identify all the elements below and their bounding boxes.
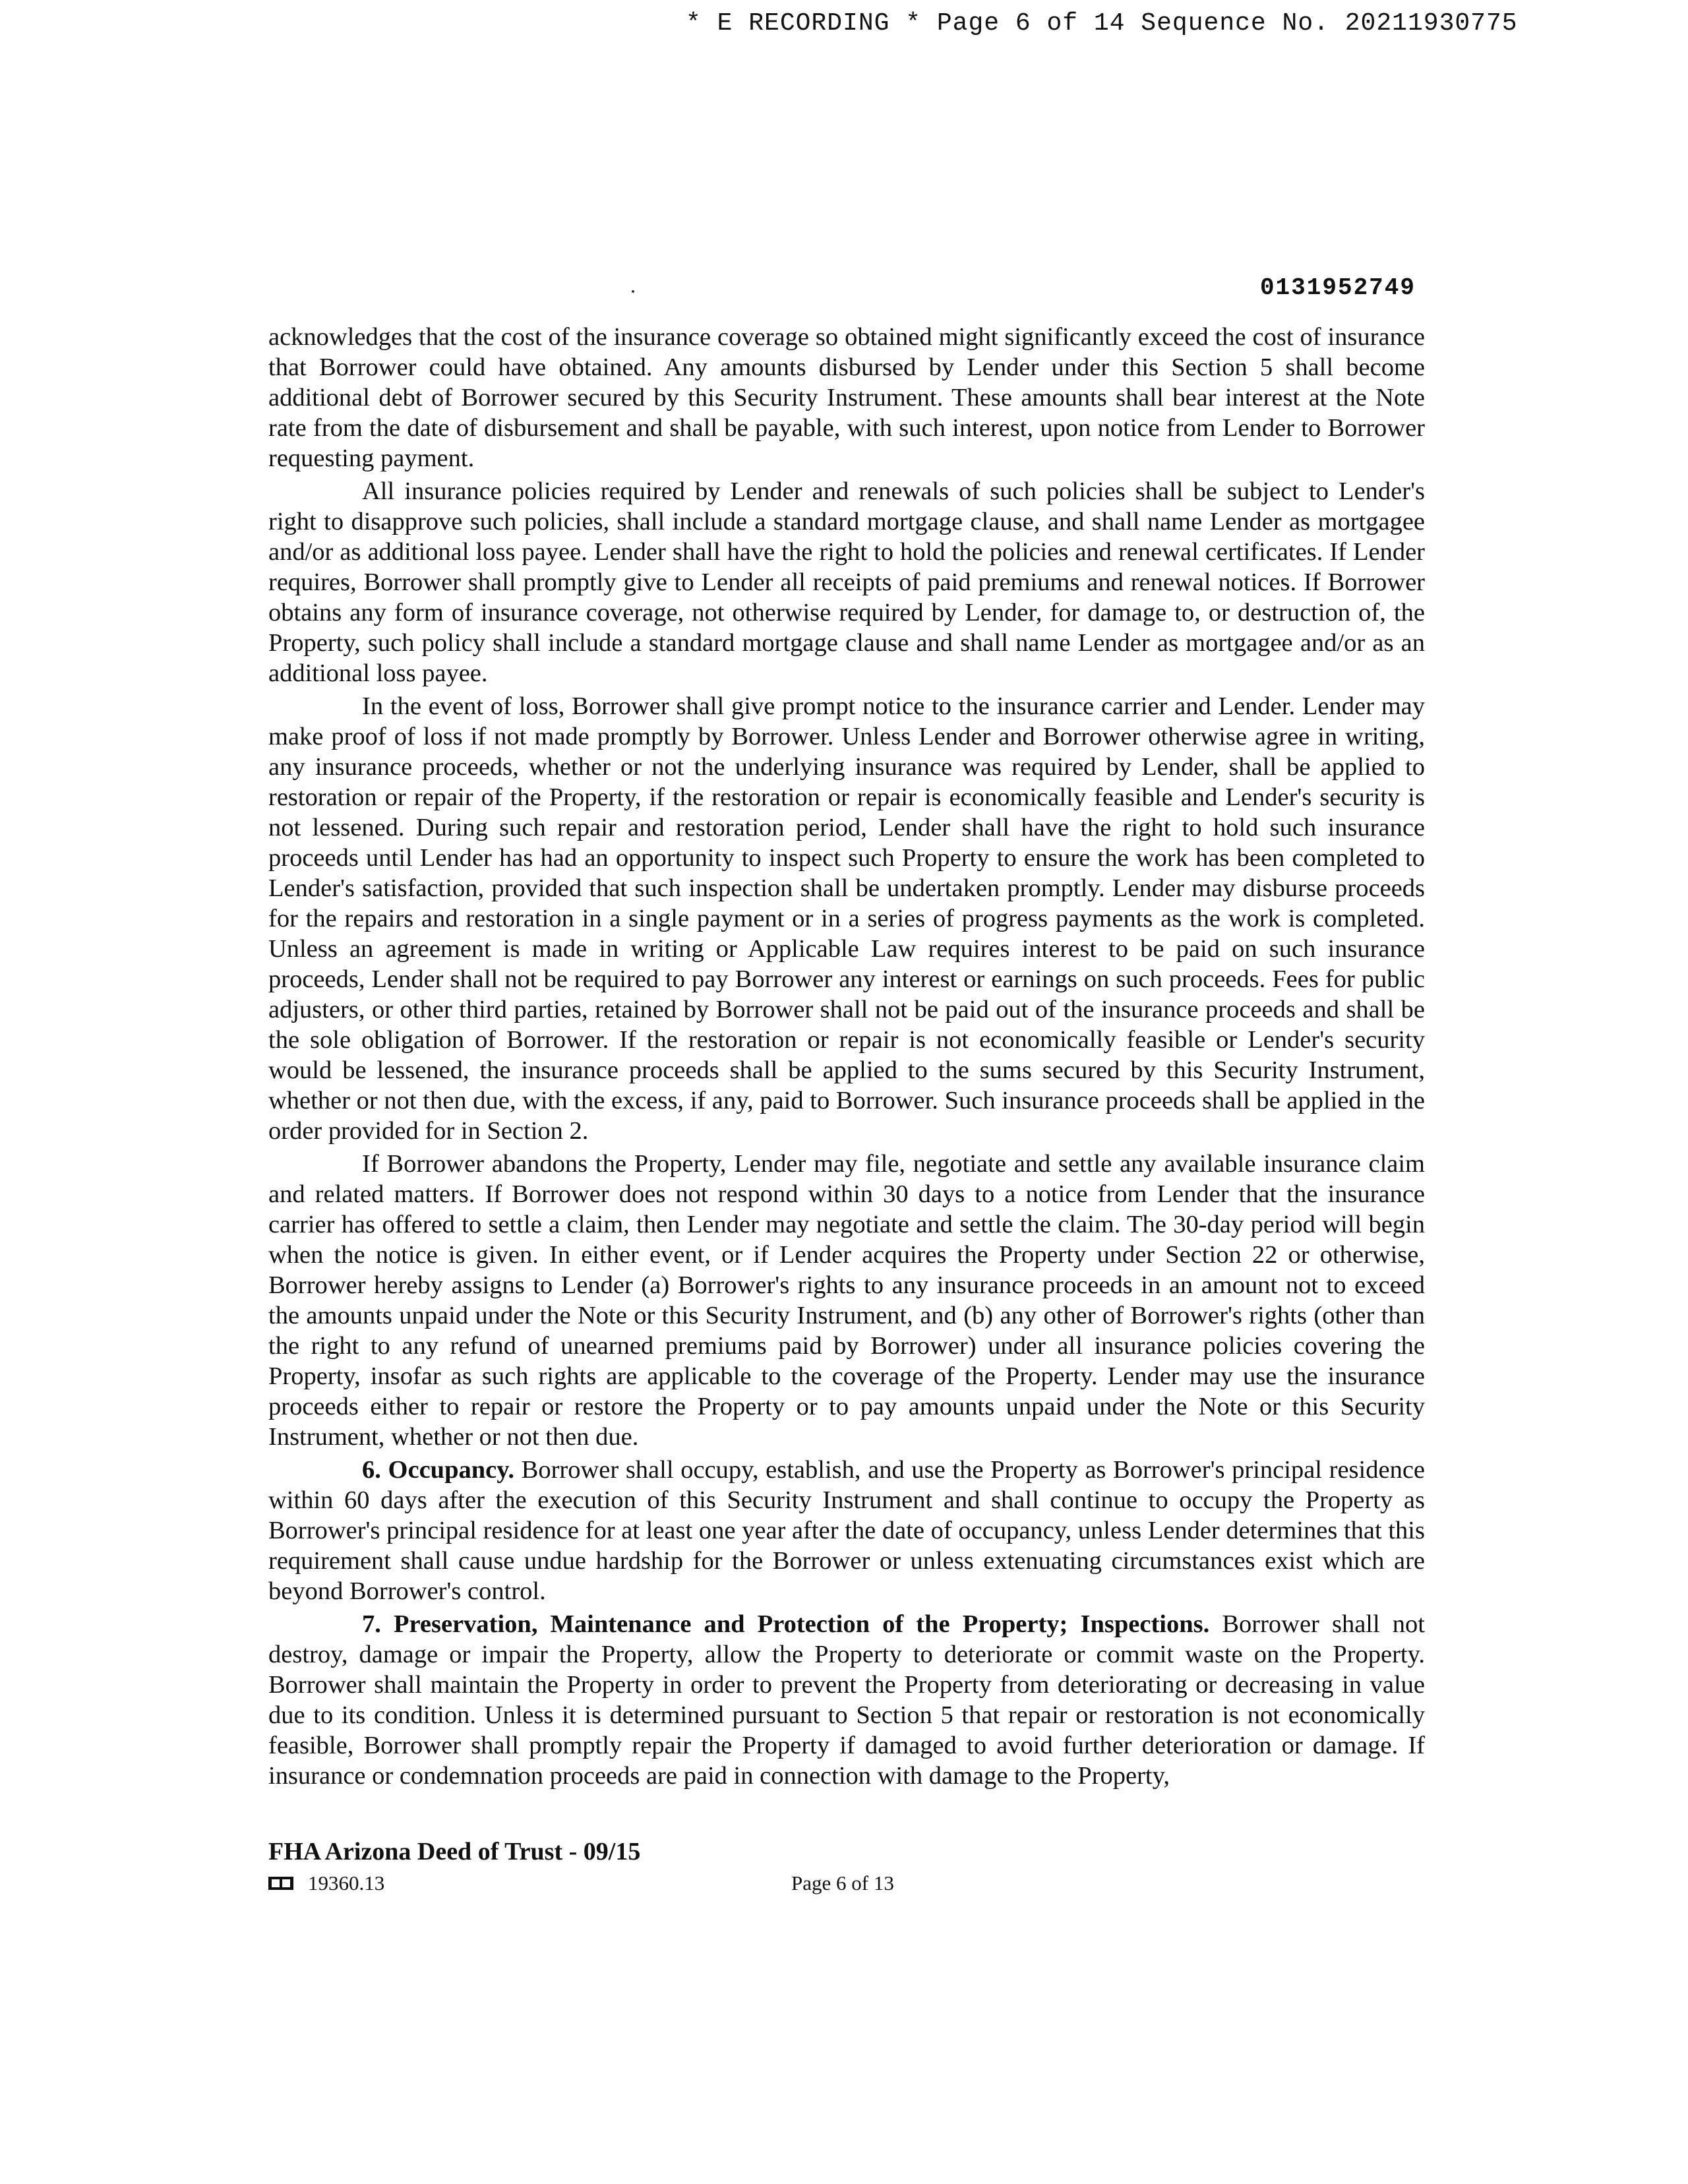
recording-header: * E RECORDING * Page 6 of 14 Sequence No. 20211930775: [686, 9, 1518, 38]
ellie-mae-form-logo-icon: [268, 1877, 293, 1890]
footer-form-number: 19360.13: [308, 1871, 385, 1895]
paragraph-insurance-policies: All insurance policies required by Lender and renewals of such policies shall be subject to Lender's right to disapprove such policies, shall include a standard mortgage clause, and shall name Lender as mortgagee and/or as additional loss payee. Lender shall have the right to hold the policies and renewal certificates. If Lender requires, Borrower shall promptly give to Lender all receipts of paid premiums and renewal notices. If Borrower obtains any form of insurance coverage, not otherwise required by Lender, for damage to, or destruction of, the Property, such policy shall include a standard mortgage clause and shall name Lender as mortgagee and/or as an additional loss payee.: [268, 477, 1425, 687]
section-occupancy-heading: 6. Occupancy.: [362, 1456, 514, 1484]
section-occupancy: [268, 1455, 1425, 1606]
section-preservation-text: Borrower shall not destroy, damage or impair the Property, allow the Property to deteriorate or commit waste on the Property. Borrower shall maintain the Property in order to prevent the Property from deteriorating or decreasing in value due to its condition. Unless it is determined pursuant to Section 5 that repair or restoration is not economically feasible, Borrower shall promptly repair the Property if damaged to avoid further deterioration or damage. If insurance or condemnation proceeds are paid in connection with damage to the Property,: [268, 1610, 1425, 1790]
footer-form-title: FHA Arizona Deed of Trust - 09/15: [268, 1838, 641, 1866]
document-body: [268, 322, 1425, 1794]
section-preservation-heading: 7. Preservation, Maintenance and Protection of the Property; Inspections.: [362, 1610, 1210, 1638]
footer-page-number: Page 6 of 13: [791, 1871, 894, 1895]
paragraph-insurance-cost: acknowledges that the cost of the insurance coverage so obtained might significantly exceed the cost of insurance that Borrower could have obtained. Any amounts disbursed by Lender under this Section 5 shall become additional debt of Borrower secured by this Security Instrument. These amounts shall bear interest at the Note rate from the date of disbursement and shall be payable, with such interest, upon notice from Lender to Borrower requesting payment.: [268, 323, 1425, 472]
paragraph-event-of-loss: In the event of loss, Borrower shall give prompt notice to the insurance carrier and Lender. Lender may make proof of loss if not made promptly by Borrower. Unless Lender and Borrower otherwise agree in writing, any insurance proceeds, whether or not the underlying insurance was required by Lender, shall be applied to restoration or repair of the Property, if the restoration or repair is economically feasible and Lender's security is not lessened. During such repair and restoration period, Lender shall have the right to hold such insurance proceeds until Lender has had an opportunity to inspect such Property to ensure the work has been completed to Lender's satisfaction, provided that such inspection shall be undertaken promptly. Lender may disburse proceeds for the repairs and restoration in a single payment or in a series of progress payments as the work is completed. Unless an agreement is made in writing or Applicable Law requires interest to be paid on such insurance proceeds, Lender shall not be required to pay Borrower any interest or earnings on such proceeds. Fees for public adjusters, or other third parties, retained by Borrower shall not be paid out of the insurance proceeds and shall be the sole obligation of Borrower. If the restoration or repair is not economically feasible or Lender's security would be lessened, the insurance proceeds shall be applied to the sums secured by this Security Instrument, whether or not then due, with the excess, if any, paid to Borrower. Such insurance proceeds shall be applied in the order provided for in Section 2.: [268, 692, 1425, 1145]
section-preservation: [268, 1609, 1425, 1791]
footer-form-id: [268, 1871, 384, 1895]
scan-speck: [632, 290, 634, 293]
paragraph-abandonment: If Borrower abandons the Property, Lender may file, negotiate and settle any available insurance claim and related matters. If Borrower does not respond within 30 days to a notice from Lender that the insurance carrier has offered to settle a claim, then Lender may negotiate and settle the claim. The 30-day period will begin when the notice is given. In either event, or if Lender acquires the Property under Section 22 or otherwise, Borrower hereby assigns to Lender (a) Borrower's rights to any insurance proceeds in an amount not to exceed the amounts unpaid under the Note or this Security Instrument, and (b) any other of Borrower's rights (other than the right to any refund of unearned premiums paid by Borrower) under all insurance policies covering the Property, insofar as such rights are applicable to the coverage of the Property. Lender may use the insurance proceeds either to repair or restore the Property or to pay amounts unpaid under the Note or this Security Instrument, whether or not then due.: [268, 1150, 1425, 1451]
section-occupancy-text: Borrower shall occupy, establish, and use the Property as Borrower's principal residence within 60 days after the execution of this Security Instrument and shall continue to occupy the Property as Borrower's principal residence for at least one year after the date of occupancy, unless Lender determines that this requirement shall cause undue hardship for the Borrower or unless extenuating circumstances exist which are beyond Borrower's control.: [268, 1456, 1425, 1605]
loan-number: 0131952749: [1259, 274, 1416, 301]
